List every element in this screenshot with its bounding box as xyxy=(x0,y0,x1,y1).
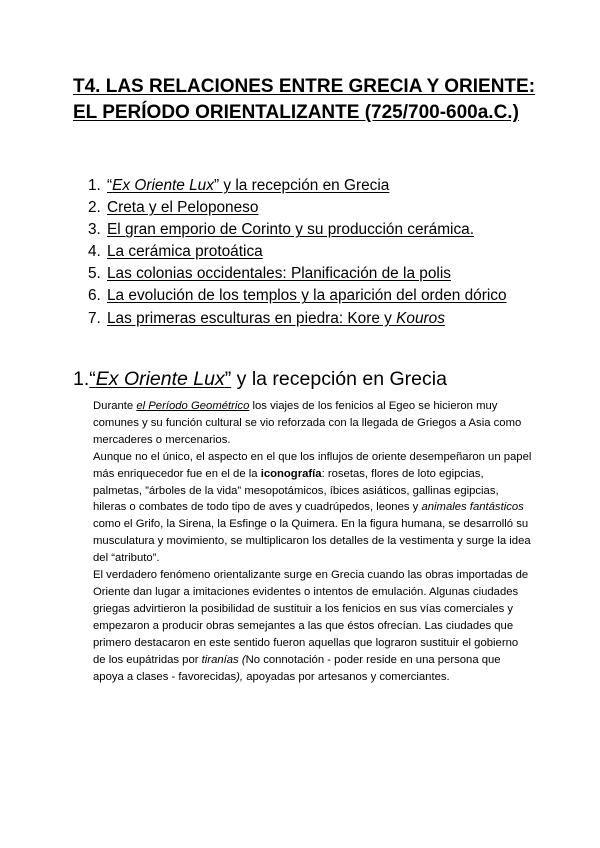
text: El verdadero fenómeno orientalizante surge en Grecia cuando las obras importadas de Oriente dan lugar a imitaciones evidentes o intentos de emulación. Algunas ciudades griegas advirtieron la posibilidad de sustituir a los fenicios en sus vías comerciales y empezaron a producir obras semejantes a las que éstos ofrecían. Las ciudades que primero destacaron en este sentido fueron aquellas que lograron sustituir el gobierno de los eupátridas por xyxy=(93,569,529,666)
quote-mark: “ xyxy=(89,368,96,390)
text: como el Grifo, la Sirena, la Esfinge o la Quimera. En la figura humana, se desarrolló su musculatura y movimiento, se multiplicaron los detalles de la vestimenta y surge la idea del “atributo”. xyxy=(93,518,531,565)
text: los viajes de los fenicios al Egeo se hicieron muy comunes y su función cultural se vio reforzada con la llegada de Griegos a Asia como mercaderes o mercenarios. xyxy=(93,400,522,446)
section-number: 1. xyxy=(73,368,90,390)
toc-item-4 xyxy=(88,241,507,263)
text: No connotación - poder reside en una persona que apoya a clases - favorecidas xyxy=(93,653,501,683)
text-italic: ), xyxy=(236,670,244,683)
toc-item-7 xyxy=(88,308,507,330)
text-italic-underlined: el Período Geométrico xyxy=(136,400,250,412)
toc-item-1 xyxy=(88,175,507,197)
paragraph-1 xyxy=(93,398,533,449)
toc-item-3 xyxy=(88,219,507,241)
text-italic: tiranías ( xyxy=(201,653,246,666)
toc-text: “ xyxy=(107,177,113,194)
paragraph-2 xyxy=(93,449,533,567)
quote-mark: ” xyxy=(224,368,232,390)
text: apoyadas por artesanos y comerciantes. xyxy=(243,670,450,683)
toc-item-6 xyxy=(88,285,507,307)
toc-text-italic: Ex Oriente Lux xyxy=(112,177,214,194)
toc-item-2 xyxy=(88,197,507,219)
text: Durante xyxy=(93,400,137,412)
text-bold: iconografía xyxy=(260,467,322,480)
toc-number: 3. xyxy=(88,221,101,239)
toc-number: 4. xyxy=(88,243,101,261)
table-of-contents xyxy=(88,175,507,330)
toc-link-6[interactable]: La evolución de los templos y la aparición del orden dórico xyxy=(107,287,507,305)
toc-item-5 xyxy=(88,263,507,285)
toc-number: 7. xyxy=(88,309,101,327)
section-heading-underlined xyxy=(89,368,231,390)
document-title: T4. LAS RELACIONES ENTRE GRECIA Y ORIENTE: EL PERÍODO ORIENTALIZANTE (725/700-600a.C.) xyxy=(73,76,536,123)
paragraph-3 xyxy=(93,567,533,685)
section-heading-italic: Ex Oriente Lux xyxy=(95,368,225,390)
toc-number: 6. xyxy=(88,287,101,305)
toc-number: 2. xyxy=(88,199,101,217)
text: : rosetas, flores de loto egipcias, palmetas, ”árboles de la vida” mesopotámicos, íbices asiáticos, gallinas egipcias, hileras o combates de todo tipo de aves y cuadrúpedos, leones y xyxy=(93,467,499,514)
toc-text: ” y la recepción en Grecia xyxy=(213,177,390,194)
toc-link-1[interactable] xyxy=(107,177,389,194)
toc-text: Las primeras esculturas en piedra: Kore y xyxy=(107,309,397,327)
section-body xyxy=(93,398,533,685)
section-heading xyxy=(73,366,447,392)
toc-number: 1. xyxy=(88,177,101,194)
toc-link-5[interactable]: Las colonias occidentales: Planificación de la polis xyxy=(107,265,451,283)
toc-text-italic: Kouros xyxy=(396,309,445,327)
toc-link-3[interactable]: El gran emporio de Corinto y su producción cerámica. xyxy=(107,221,474,239)
toc-number: 5. xyxy=(88,265,101,283)
toc-link-2[interactable]: Creta y el Peloponeso xyxy=(107,199,259,217)
toc-link-4[interactable]: La cerámica protoática xyxy=(107,243,263,261)
text-italic: animales fantásticos xyxy=(421,501,524,514)
toc-link-7[interactable] xyxy=(107,310,445,327)
section-heading-rest: y la recepción en Grecia xyxy=(231,368,447,390)
text: Aunque no el único, el aspecto en el que los influjos de oriente desempeñaron un papel más enriquecedor fue en el de la xyxy=(93,450,532,480)
